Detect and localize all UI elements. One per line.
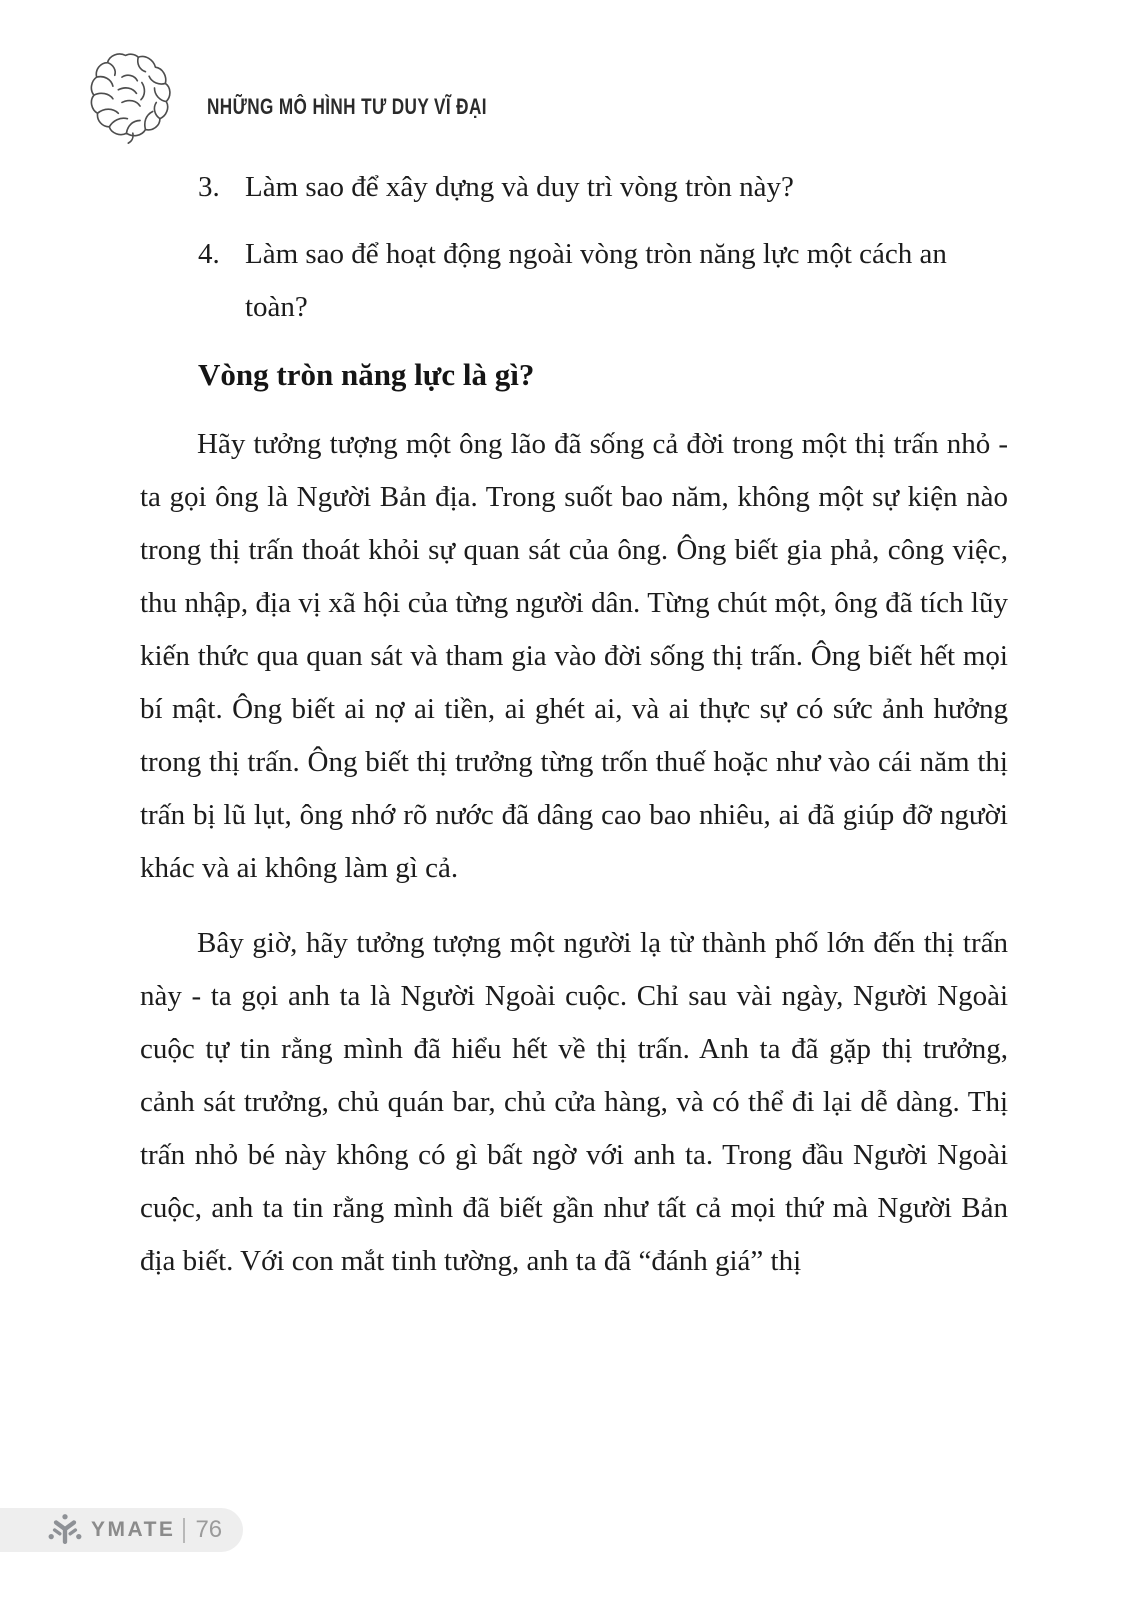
footer-divider [183,1518,185,1543]
list-item-number: 3. [198,171,220,203]
brain-icon [85,50,177,144]
list-item [198,161,1008,214]
body-paragraph: Hãy tưởng tượng một ông lão đã sống cả đời trong một thị trấn nhỏ - ta gọi ông là Người Bản địa. Trong suốt bao năm, không một sự kiện nào trong thị trấn thoát khỏi sự quan sát của ông. Ông biết gia phả, công việc, thu nhập, địa vị xã hội của từng người dân. Từng chút một, ông đã tích lũy kiến thức qua quan sát và tham gia vào đời sống thị trấn. Ông biết hết mọi bí mật. Ông biết ai nợ ai tiền, ai ghét ai, và ai thực sự có sức ảnh hưởng trong thị trấn. Ông biết thị trưởng từng trốn thuế hoặc như vào cái năm thị trấn bị lũ lụt, ông nhớ rõ nước đã dâng cao bao nhiêu, ai đã giúp đỡ người khác và ai không làm gì cả. [140,428,1008,884]
page-header [85,50,566,144]
footer-page-badge [0,1508,243,1552]
list-item-text: Làm sao để xây dựng và duy trì vòng tròn này? [245,171,794,203]
body-paragraph: Bây giờ, hãy tưởng tượng một người lạ từ thành phố lớn đến thị trấn này - ta gọi anh ta là Người Ngoài cuộc. Chỉ sau vài ngày, Người Ngoài cuộc tự tin rằng mình đã hiểu hết về thị trấn. Anh ta đã gặp thị trưởng, cảnh sát trưởng, chủ quán bar, chủ cửa hàng, và có thể đi lại dễ dàng. Thị trấn nhỏ bé này không có gì bất ngờ với anh ta. Trong đầu Người Ngoài cuộc, anh ta tin rằng mình đã biết gần như tất cả mọi thứ mà Người Bản địa biết. Với con mắt tinh tường, anh ta đã “đánh giá” thị [140,927,1008,1277]
ymate-logo-icon [48,1513,82,1548]
page-body [140,161,1008,1288]
page-number: 76 [195,1516,223,1543]
section-heading: Vòng tròn năng lực là gì? [198,357,535,392]
running-head-title: NHỮNG MÔ HÌNH TƯ DUY VĨ ĐẠI [207,94,487,119]
question-list [198,161,1008,334]
list-item-text: Làm sao để hoạt động ngoài vòng tròn năng lực một cách an toàn? [245,238,947,323]
brand-name: YMATE [91,1518,176,1541]
list-item [198,228,1008,334]
list-item-number: 4. [198,238,220,270]
